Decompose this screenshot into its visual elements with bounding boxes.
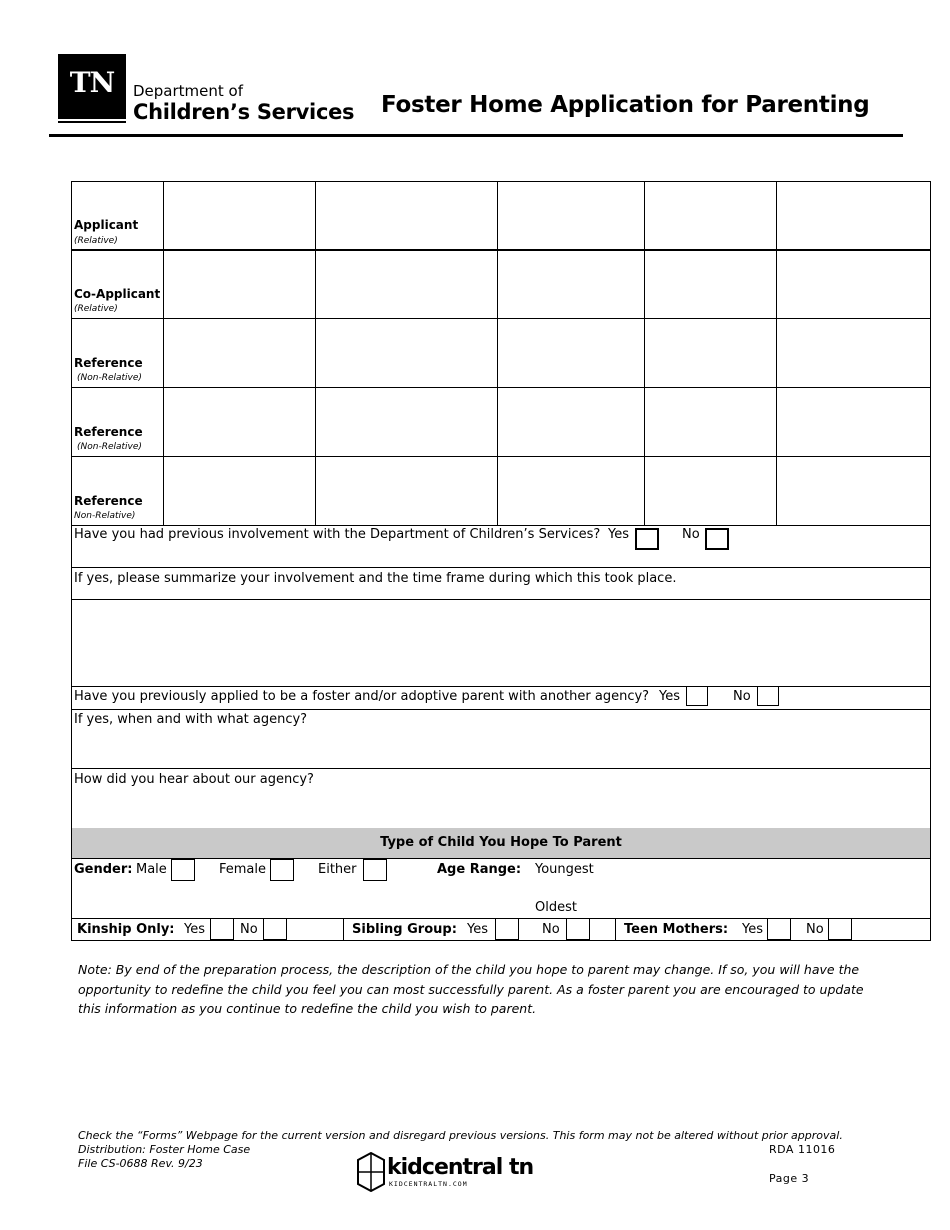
- footer-distribution: Distribution: Foster Home Case: [78, 1143, 251, 1156]
- co-applicant-cell[interactable]: [316, 251, 497, 318]
- youngest-age-field[interactable]: [610, 860, 810, 880]
- reference-cell[interactable]: [316, 457, 497, 525]
- yes-label: Yes: [467, 922, 488, 937]
- row-divider: [343, 918, 344, 941]
- row-divider: [615, 918, 616, 941]
- prev-dcs-yes-checkbox[interactable]: [635, 528, 659, 550]
- reference-cell[interactable]: [777, 457, 930, 525]
- no-label: No: [542, 922, 560, 937]
- oldest-label: Oldest: [535, 900, 577, 915]
- row-label-reference-1: Reference: [74, 356, 143, 370]
- preparation-note: Note: By end of the preparation process, the description of the child you hope to parent may change. If so, you will have the opportunity to redefine the child you feel you can most successfully parent. As a foster parent you are encouraged to update this information as you continue to redefine the child you wish to parent.: [78, 962, 864, 1016]
- section-title: Type of Child You Hope To Parent: [380, 835, 622, 850]
- row-label-reference-3: Reference: [74, 494, 143, 508]
- gender-label: Gender:: [74, 862, 133, 877]
- tn-logo-text: TN: [69, 66, 115, 99]
- page-title: Foster Home Application for Parenting: [381, 92, 870, 118]
- hear-about-field[interactable]: [72, 790, 930, 828]
- kinship-label: Kinship Only:: [77, 922, 175, 937]
- age-range-label: Age Range:: [437, 862, 522, 877]
- applicant-cell[interactable]: [164, 182, 315, 249]
- reference-cell[interactable]: [316, 319, 497, 387]
- hear-about-prompt: How did you hear about our agency?: [74, 772, 314, 787]
- reference-cell[interactable]: [645, 319, 776, 387]
- yes-label: Yes: [184, 922, 205, 937]
- row-sublabel: (Relative): [74, 304, 118, 314]
- footer-rda: RDA 11016: [769, 1143, 836, 1156]
- co-applicant-cell[interactable]: [645, 251, 776, 318]
- header-divider: [49, 134, 903, 137]
- row-label-reference-2: Reference: [74, 425, 143, 439]
- male-label: Male: [136, 862, 167, 877]
- reference-cell[interactable]: [498, 457, 644, 525]
- summarize-prompt: If yes, please summarize your involvement and the time frame during which this took place.: [74, 571, 677, 586]
- row-sublabel: (Relative): [74, 236, 118, 246]
- reference-cell[interactable]: [164, 457, 315, 525]
- reference-cell[interactable]: [498, 388, 644, 456]
- kidcentral-brand: kidcentral tn: [387, 1155, 534, 1180]
- no-label: No: [240, 922, 258, 937]
- yes-label: Yes: [608, 527, 629, 542]
- row-label-co-applicant: Co-Applicant: [74, 287, 161, 301]
- co-applicant-cell[interactable]: [498, 251, 644, 318]
- prev-dcs-question: Have you had previous involvement with the Department of Children’s Services?: [74, 527, 601, 542]
- row-sublabel: Non-Relative): [74, 511, 136, 521]
- sibling-group-label: Sibling Group:: [352, 922, 457, 937]
- reference-cell[interactable]: [164, 388, 315, 456]
- tn-logo: [58, 54, 126, 116]
- footer-page-number: Page 3: [769, 1172, 810, 1185]
- row-divider: [71, 567, 931, 568]
- yes-label: Yes: [659, 689, 680, 704]
- kidcentral-logo-icon: [356, 1152, 386, 1192]
- gender-female-checkbox[interactable]: [270, 859, 294, 881]
- no-label: No: [806, 922, 824, 937]
- reference-cell[interactable]: [498, 319, 644, 387]
- child-type-section-header: [71, 828, 931, 858]
- co-applicant-cell[interactable]: [164, 251, 315, 318]
- department-label: Department of: [133, 82, 243, 100]
- either-label: Either: [318, 862, 357, 877]
- reference-cell[interactable]: [645, 457, 776, 525]
- yes-label: Yes: [742, 922, 763, 937]
- row-label-applicant: Applicant: [74, 218, 139, 232]
- reference-cell[interactable]: [164, 319, 315, 387]
- sibling-no-checkbox[interactable]: [566, 918, 590, 940]
- applicant-cell[interactable]: [316, 182, 497, 249]
- department-name: Children’s Services: [133, 100, 355, 124]
- gender-male-checkbox[interactable]: [171, 859, 195, 881]
- prev-applied-question: Have you previously applied to be a foster and/or adoptive parent with another agency?: [74, 689, 650, 704]
- kinship-no-checkbox[interactable]: [263, 918, 287, 940]
- when-agency-prompt: If yes, when and with what agency?: [74, 712, 308, 727]
- female-label: Female: [219, 862, 267, 877]
- no-label: No: [733, 689, 751, 704]
- row-sublabel: (Non-Relative): [77, 373, 142, 383]
- reference-cell[interactable]: [645, 388, 776, 456]
- gender-either-checkbox[interactable]: [363, 859, 387, 881]
- no-label: No: [682, 527, 700, 542]
- reference-cell[interactable]: [777, 388, 930, 456]
- reference-cell[interactable]: [316, 388, 497, 456]
- applicant-cell[interactable]: [498, 182, 644, 249]
- when-agency-field[interactable]: [72, 730, 930, 768]
- applicant-cell[interactable]: [777, 182, 930, 249]
- row-sublabel: (Non-Relative): [77, 442, 142, 452]
- row-divider: [71, 709, 931, 710]
- footer-form-number: File CS-0688 Rev. 9/23: [78, 1157, 203, 1170]
- teen-yes-checkbox[interactable]: [767, 918, 791, 940]
- teen-no-checkbox[interactable]: [828, 918, 852, 940]
- row-divider: [71, 686, 931, 687]
- footer-forms-notice: Check the “Forms” Webpage for the current version and disregard previous versions. This form may not be altered without prior approval.: [78, 1129, 843, 1142]
- row-divider: [71, 768, 931, 769]
- co-applicant-cell[interactable]: [777, 251, 930, 318]
- teen-mothers-label: Teen Mothers:: [624, 922, 729, 937]
- youngest-label: Youngest: [535, 862, 594, 877]
- logo-underline-thin: [58, 121, 126, 123]
- kidcentral-url: KIDCENTRALTN.COM: [389, 1180, 468, 1188]
- sibling-yes-checkbox[interactable]: [495, 918, 519, 940]
- prev-dcs-no-checkbox[interactable]: [705, 528, 729, 550]
- prev-applied-yes-checkbox[interactable]: [686, 686, 708, 706]
- prev-applied-no-checkbox[interactable]: [757, 686, 779, 706]
- summary-text-area[interactable]: [72, 600, 930, 686]
- applicant-cell[interactable]: [645, 182, 776, 249]
- logo-underline: [58, 116, 126, 119]
- reference-cell[interactable]: [777, 319, 930, 387]
- kinship-yes-checkbox[interactable]: [210, 918, 234, 940]
- oldest-age-field[interactable]: [590, 898, 810, 918]
